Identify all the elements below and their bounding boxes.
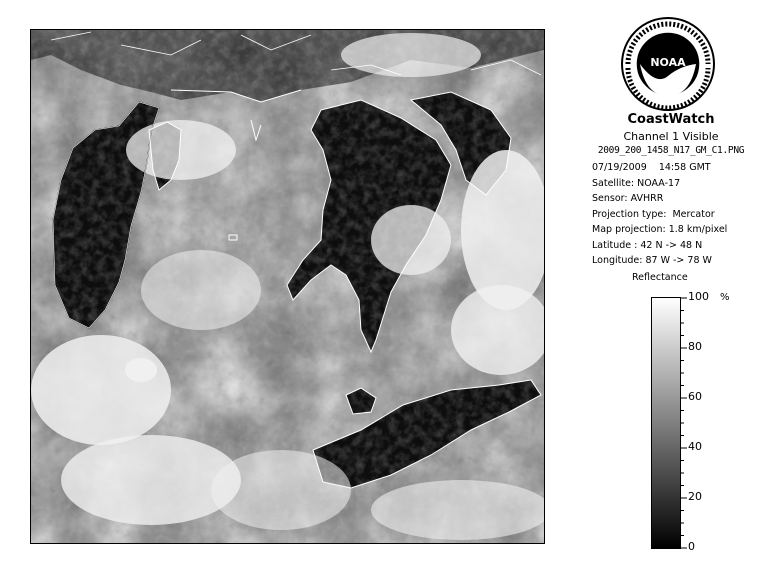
legend-label: Reflectance <box>632 272 688 283</box>
legend-tick-label: 60 <box>688 390 702 403</box>
meta-sensor: Sensor: AVHRR <box>592 193 664 204</box>
satellite-image <box>31 30 544 543</box>
metadata-block <box>592 160 727 269</box>
meta-datetime: 07/19/2009 14:58 GMT <box>592 162 711 173</box>
meta-longitude: Longitude: 87 W -> 78 W <box>592 255 712 266</box>
meta-map-projection: Map projection: 1.8 km/pixel <box>592 224 728 235</box>
legend-tick-label: 100 <box>688 290 709 303</box>
meta-satellite: Satellite: NOAA-17 <box>592 177 681 189</box>
satellite-map[interactable] <box>30 29 545 544</box>
product-title: CoastWatch <box>627 112 715 127</box>
legend-tick-label: 0 <box>688 540 695 553</box>
product-filename: 2009_200_1458_N17_GM_C1.PNG <box>597 145 745 156</box>
legend-unit: % <box>720 292 730 303</box>
product-subtitle: Channel 1 Visible <box>623 130 719 143</box>
legend-colorbar <box>651 297 681 549</box>
legend-ticks <box>680 297 720 549</box>
meta-projection: Projection type: Mercator <box>592 208 715 220</box>
legend-tick-label: 20 <box>688 490 702 503</box>
info-panel <box>560 0 782 572</box>
meta-latitude: Latitude : 42 N -> 48 N <box>592 239 703 251</box>
noaa-logo <box>620 16 716 112</box>
legend-tick-label: 80 <box>688 340 702 353</box>
logo-text: NOAA <box>650 56 686 69</box>
legend-tick-label: 40 <box>688 440 702 453</box>
